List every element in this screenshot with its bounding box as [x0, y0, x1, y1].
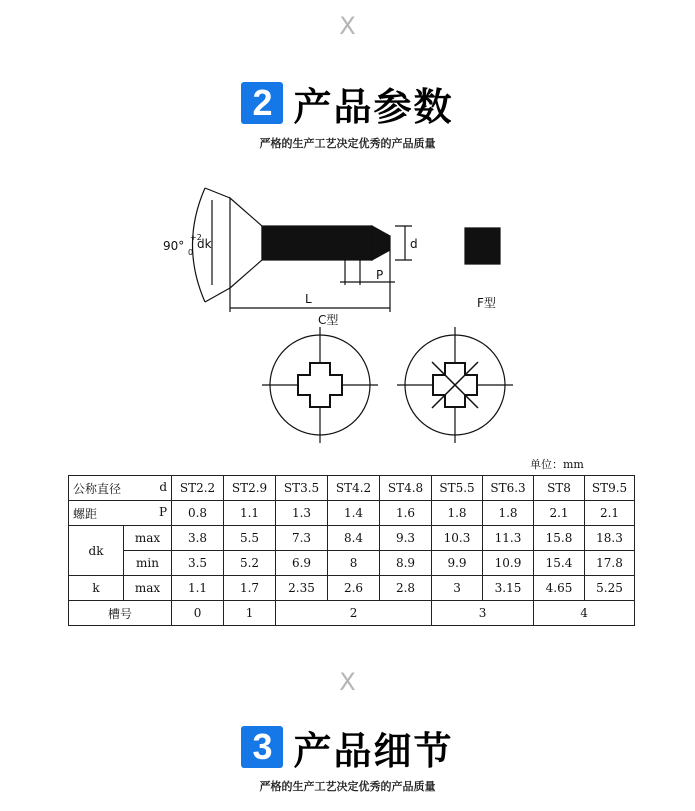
table-cell: ST9.5 [585, 476, 635, 501]
table-cell: 9.3 [380, 526, 432, 551]
k-label: k [69, 576, 124, 601]
table-cell: 1.4 [328, 501, 380, 526]
table-cell: 5.25 [585, 576, 635, 601]
table-cell: 1.1 [172, 576, 224, 601]
table-cell: 2.1 [585, 501, 635, 526]
table-row-slot [69, 601, 635, 626]
section-number-badge: 2 [241, 82, 283, 124]
angle-tolerance-bottom: 0 [188, 248, 194, 257]
table-row-dk-min [69, 551, 635, 576]
diameter-label: 公称直径 [73, 481, 122, 496]
angle-tolerance-top: +2 [190, 233, 202, 242]
table-cell: 7.3 [276, 526, 328, 551]
dk-min-label: min [124, 551, 172, 576]
table-cell: 6.9 [276, 551, 328, 576]
section-3-header [0, 722, 695, 772]
table-cell: 17.8 [585, 551, 635, 576]
section-title: 产品细节 [293, 728, 454, 773]
table-cell: 1.6 [380, 501, 432, 526]
dk-max-label: max [124, 526, 172, 551]
table-cell: 3.15 [483, 576, 534, 601]
diameter-symbol: d [159, 479, 168, 494]
section-title: 产品参数 [293, 84, 454, 129]
table-cell: 1.7 [224, 576, 276, 601]
f-type-tip [465, 228, 500, 264]
separator-bottom: X [339, 668, 356, 696]
spec-table [68, 475, 635, 626]
angle-label: 90° [163, 239, 185, 253]
table-cell: 3.8 [172, 526, 224, 551]
table-cell: 2.35 [276, 576, 328, 601]
table-cell: ST8 [534, 476, 585, 501]
table-cell: 1.8 [432, 501, 483, 526]
screw-shank [262, 226, 372, 260]
table-row-dk-max [69, 526, 635, 551]
table-cell: 15.8 [534, 526, 585, 551]
table-cell: 3.5 [172, 551, 224, 576]
table-row-pitch [69, 501, 635, 526]
table-cell: 1.8 [483, 501, 534, 526]
table-cell: 1.1 [224, 501, 276, 526]
table-cell: 4 [534, 601, 635, 626]
section-number-badge: 3 [241, 726, 283, 768]
table-cell: ST2.2 [172, 476, 224, 501]
d-label: d [410, 237, 418, 251]
table-cell: ST4.8 [380, 476, 432, 501]
table-cell: 1.3 [276, 501, 328, 526]
table-cell: 1 [224, 601, 276, 626]
f-type-label: F型 [477, 296, 496, 310]
table-cell: 10.9 [483, 551, 534, 576]
table-row-diameter [69, 476, 635, 501]
table-cell: ST6.3 [483, 476, 534, 501]
screw-head [230, 198, 262, 288]
table-cell: 2.1 [534, 501, 585, 526]
l-label: L [305, 292, 312, 306]
table-cell: 8.4 [328, 526, 380, 551]
table-cell: 2.6 [328, 576, 380, 601]
separator-top: X [339, 12, 356, 40]
section-2-header [0, 78, 695, 128]
table-cell: 2 [276, 601, 432, 626]
p-label: P [376, 268, 384, 282]
section-subtitle: 严格的生产工艺决定优秀的产品质量 [259, 137, 436, 150]
phillips-recess [298, 363, 342, 407]
table-cell: 0.8 [172, 501, 224, 526]
table-cell: 5.5 [224, 526, 276, 551]
table-cell: 9.9 [432, 551, 483, 576]
table-cell: 3 [432, 576, 483, 601]
k-sub-label: max [124, 576, 172, 601]
table-cell: 11.3 [483, 526, 534, 551]
table-cell: ST3.5 [276, 476, 328, 501]
table-cell: 4.65 [534, 576, 585, 601]
table-cell: ST5.5 [432, 476, 483, 501]
pitch-label: 螺距 [73, 506, 98, 521]
unit-label: 单位：mm [530, 458, 584, 471]
dk-label-cell: dk [69, 526, 124, 576]
slot-label: 槽号 [69, 601, 172, 626]
table-cell: 5.2 [224, 551, 276, 576]
table-cell: 15.4 [534, 551, 585, 576]
screw-tip [372, 226, 390, 260]
table-cell: ST4.2 [328, 476, 380, 501]
screw-technical-drawing [0, 160, 695, 460]
table-cell: 0 [172, 601, 224, 626]
table-cell: 8 [328, 551, 380, 576]
table-cell: ST2.9 [224, 476, 276, 501]
table-cell: 18.3 [585, 526, 635, 551]
table-cell: 10.3 [432, 526, 483, 551]
c-type-label: C型 [318, 313, 339, 327]
table-cell: 3 [432, 601, 534, 626]
dk-label: dk [197, 237, 212, 251]
section-subtitle: 严格的生产工艺决定优秀的产品质量 [259, 780, 436, 793]
pitch-symbol: P [158, 504, 168, 519]
table-row-k [69, 576, 635, 601]
table-cell: 8.9 [380, 551, 432, 576]
table-cell: 2.8 [380, 576, 432, 601]
